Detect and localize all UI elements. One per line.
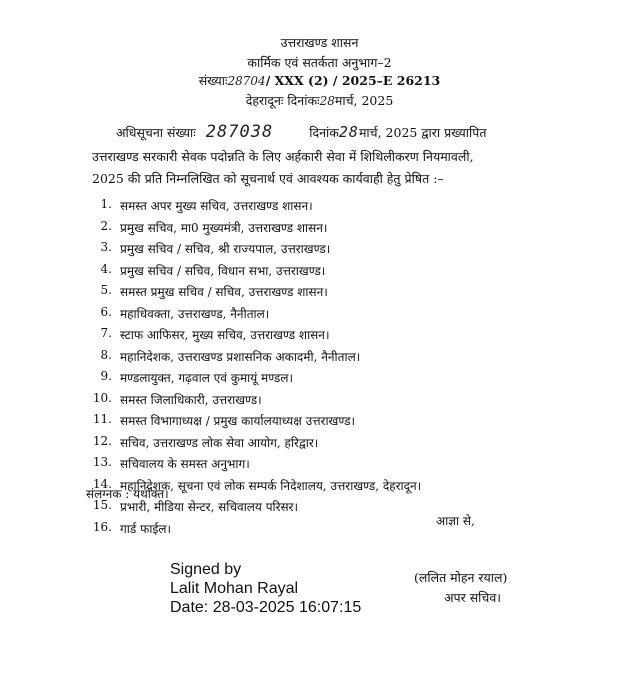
list-item-number: 15. xyxy=(92,498,112,512)
signatory-name: (ललित मोहन रयाल) xyxy=(414,570,508,585)
list-item-number: 5. xyxy=(100,283,112,297)
digital-signature-block xyxy=(170,560,361,617)
attachment-note: संलग्नक : यथोक्त। xyxy=(86,487,169,501)
place-date-line: देहरादूनः दिनांकः28मार्च, 2025 xyxy=(245,93,394,108)
list-item-number: 10. xyxy=(92,390,112,405)
list-item xyxy=(86,348,566,370)
list-item xyxy=(86,262,566,284)
list-item xyxy=(86,369,566,391)
list-item xyxy=(86,305,566,327)
signature-line-1: Signed by xyxy=(170,561,242,578)
list-item-text: प्रभारी, मीडिया सेन्टर, सचिवालय परिसर। xyxy=(120,500,299,514)
handwritten-date: 28 xyxy=(319,94,335,108)
list-item-number: 16. xyxy=(92,519,112,534)
list-item xyxy=(86,283,566,305)
list-item-number: 2. xyxy=(100,218,112,233)
list-item-text: प्रमुख सचिव / सचिव, विधान सभा, उत्तराखण्ड। xyxy=(120,263,326,278)
signature-line-3: Date: 28-03-2025 16:07:15 xyxy=(170,599,362,616)
list-item xyxy=(86,219,566,241)
list-item-number: 6. xyxy=(100,304,112,319)
list-item-text: प्रमुख सचिव, मा0 मुख्यमंत्री, उत्तराखण्ड शासन। xyxy=(120,220,328,235)
list-item xyxy=(86,326,566,348)
signatory-designation: अपर सचिव। xyxy=(444,590,502,605)
government-heading: उत्तराखण्ड शासन xyxy=(280,35,359,50)
handwritten-notice-number: 287038 xyxy=(205,122,274,142)
list-item xyxy=(86,240,566,262)
signature-line-2: Lalit Mohan Rayal xyxy=(170,580,299,597)
by-order-line: आज्ञा से, xyxy=(436,514,475,528)
list-item xyxy=(86,455,566,477)
list-item-text: सचिव, उत्तराखण्ड लोक सेवा आयोग, हरिद्वार। xyxy=(120,435,319,450)
list-item xyxy=(86,412,566,434)
body-line-3: 2025 की प्रति निम्नलिखित को सूचनार्थ एवं आवश्यक कार्यवाही हेतु प्रेषित :– xyxy=(92,171,444,186)
list-item-number: 8. xyxy=(100,347,112,362)
list-item-text: समस्त जिलाधिकारी, उत्तराखण्ड। xyxy=(120,392,262,407)
list-item-number: 7. xyxy=(100,326,112,340)
list-item-number: 3. xyxy=(100,240,112,254)
list-item xyxy=(86,391,566,413)
list-item-text: महानिदेशक, सूचना एवं लोक सम्पर्क निदेशालय, उत्तराखण्ड, देहरादून। xyxy=(120,478,422,493)
list-item-text: समस्त अपर मुख्य सचिव, उत्तराखण्ड शासन। xyxy=(120,199,313,213)
list-item-text: समस्त विभागाध्यक्ष / प्रमुख कार्यालयाध्यक्ष उत्तराखण्ड। xyxy=(120,414,356,428)
list-item xyxy=(86,520,566,542)
list-item-number: 11. xyxy=(92,412,112,426)
list-item-number: 12. xyxy=(92,433,112,448)
handwritten-notice-date: 28 xyxy=(338,123,359,141)
list-item-text: महाधिवक्ता, उत्तराखण्ड, नैनीताल। xyxy=(120,306,270,321)
handwritten-ref-number: 28704 xyxy=(227,74,266,88)
department-heading: कार्मिक एवं सतर्कता अनुभाग–2 xyxy=(247,55,392,70)
list-item-text: महानिदेशक, उत्तराखण्ड प्रशासनिक अकादमी, नैनीताल। xyxy=(120,349,361,364)
list-item-text: मण्डलायुक्त, गढ़वाल एवं कुमायूं मण्डल। xyxy=(120,371,294,385)
list-item-number: 4. xyxy=(100,261,112,276)
body-line-2: उत्तराखण्ड सरकारी सेवक पदोन्नति के लिए अर्हकारी सेवा में शिथिलीकरण नियमावली, xyxy=(92,149,474,164)
list-item xyxy=(86,434,566,456)
list-item-number: 14. xyxy=(92,476,112,491)
list-item xyxy=(86,197,566,219)
list-item-text: प्रमुख सचिव / सचिव, श्री राज्यपाल, उत्तराखण्ड। xyxy=(120,242,331,256)
list-item-number: 1. xyxy=(100,197,112,211)
notification-line: अधिसूचना संख्याः 287038 दिनांक28मार्च, 2025 द्वारा प्रख्यापित xyxy=(116,122,487,142)
list-item-text: गार्ड फाईल। xyxy=(120,521,172,536)
list-item-number: 13. xyxy=(92,455,112,469)
list-item-text: स्टाफ आफिसर, मुख्य सचिव, उत्तराखण्ड शासन। xyxy=(120,328,330,342)
list-item-text: सचिवालय के समस्त अनुभाग। xyxy=(120,457,250,471)
reference-number: संख्याः28704/ XXX (2) / 2025–E 26213 xyxy=(198,73,441,88)
list-item-number: 9. xyxy=(100,369,112,383)
list-item-text: समस्त प्रमुख सचिव / सचिव, उत्तराखण्ड शासन। xyxy=(120,285,328,299)
